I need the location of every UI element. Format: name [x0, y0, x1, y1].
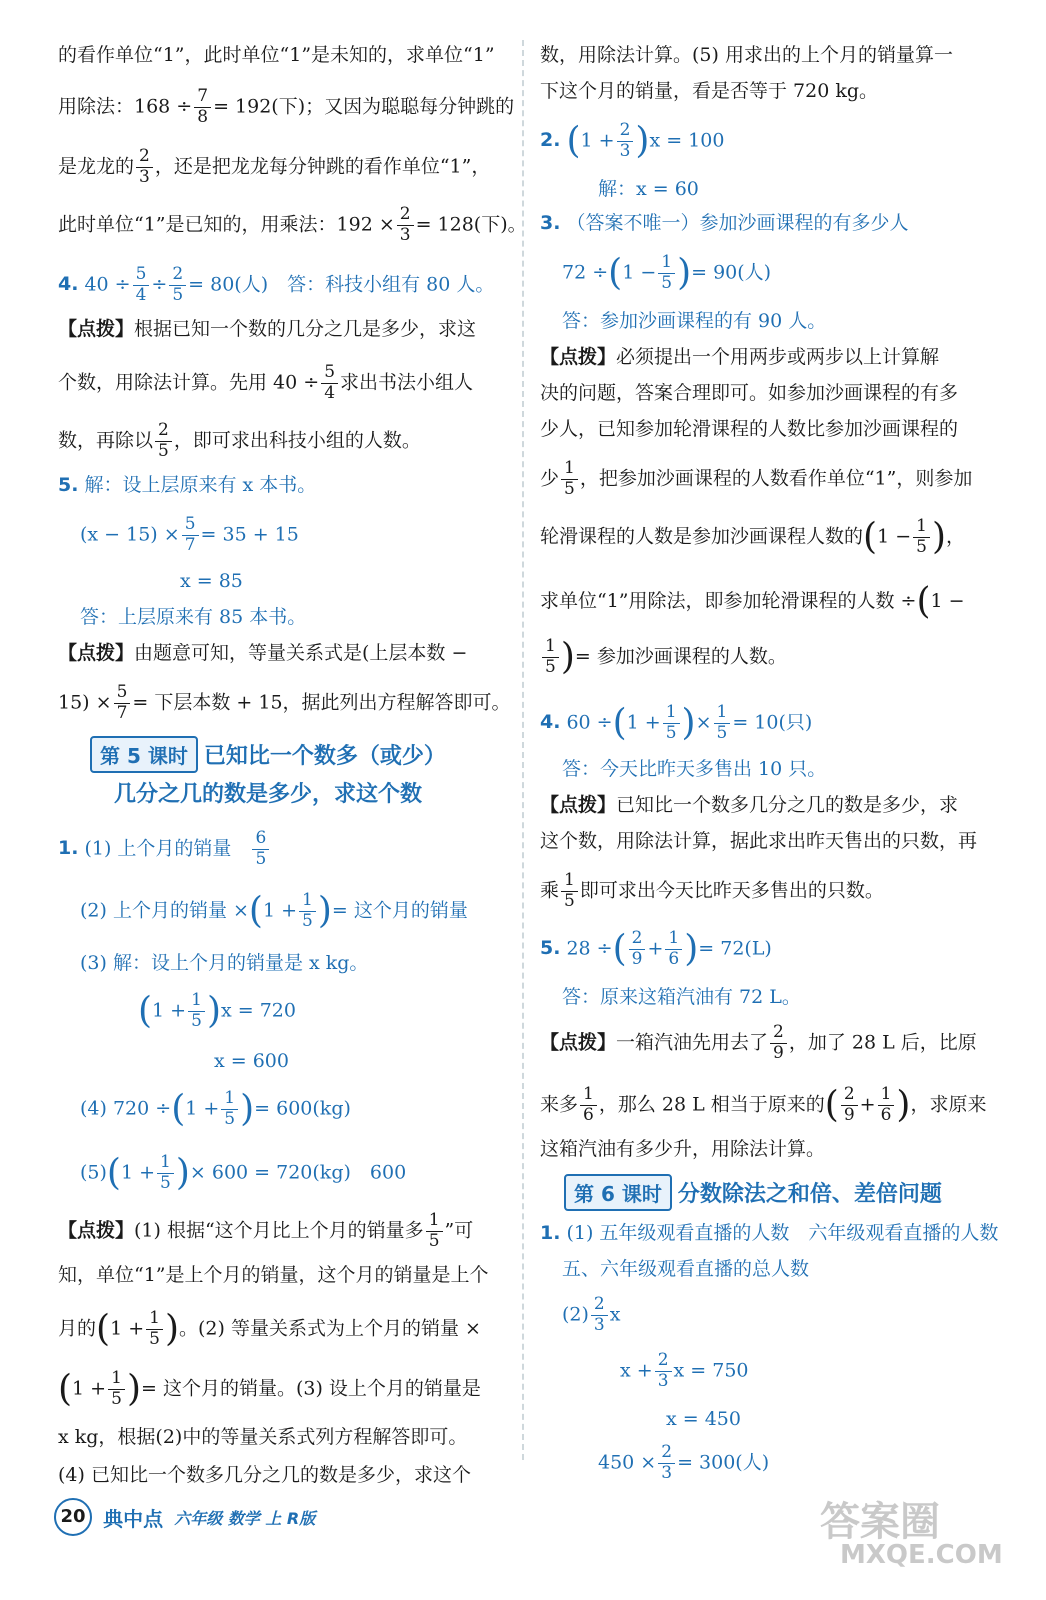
text-line: 15) × $\frac{5}{7}$ = 下层本数 + 15，据此列出方程解答即可。	[58, 682, 511, 723]
fraction: $\frac{2}{3}$	[617, 122, 634, 161]
text-line: 少 $\frac{1}{5}$ ，把参加沙画课程的人数看作单位“1”，则参加	[540, 458, 973, 499]
text-line: 个数，用除法计算。先用 40 ÷ $\frac{5}{4}$ 求出书法小组人	[58, 362, 474, 403]
fraction: $\frac{1}{5}$	[542, 638, 559, 677]
page-number: 20	[54, 1498, 92, 1536]
fraction: $\frac{2}{9}$	[770, 1024, 787, 1063]
question-4: 4. 40 ÷ $\frac{5}{4}$ ÷ $\frac{2}{5}$ = 80(人) 答：科技小组有 80 人。	[58, 264, 495, 305]
fraction: $\frac{2}{3}$	[397, 206, 414, 245]
fraction: $\frac{2}{9}$	[629, 930, 646, 969]
question-4: 4. 60 ÷(1 + $\frac{1}{5}$ )× $\frac{1}{5}$ = 10(只)	[540, 702, 813, 744]
text-line: 数，用除法计算。(5) 用求出的上个月的销量算一	[540, 44, 953, 66]
fraction: $\frac{5}{7}$	[114, 684, 131, 723]
text-line: 是龙龙的 $\frac{2}{3}$ ，还是把龙龙每分钟跳的看作单位“1”，	[58, 146, 491, 187]
text-line: 求单位“1”用除法，即参加轮滑课程的人数 ÷(1 −	[540, 581, 965, 622]
fraction: $\frac{1}{5}$	[663, 704, 680, 743]
fraction: $\frac{2}{3}$	[655, 1352, 672, 1391]
practice-1-4: (4) 720 ÷(1 + $\frac{1}{5}$ )= 600(kg)	[80, 1088, 351, 1130]
lesson-tag: 第 5 课时	[90, 736, 198, 773]
fraction: $\frac{6}{5}$	[252, 830, 269, 869]
text-line: 少人，已知参加轮滑课程的人数比参加沙画课程的	[540, 418, 959, 440]
lesson-6-heading	[564, 1174, 942, 1211]
text-line: 此时单位“1”是已知的，用乘法：192 × $\frac{2}{3}$ = 128(下)。	[58, 204, 527, 245]
text-line: 下这个月的销量，看是否等于 720 kg。	[540, 80, 879, 102]
fraction: $\frac{1}{5}$	[658, 254, 675, 293]
equation: x = 600	[214, 1050, 289, 1072]
equation: 450 × $\frac{2}{3}$ = 300(人)	[598, 1442, 770, 1483]
fraction: $\frac{1}{5}$	[188, 992, 205, 1031]
column-divider	[522, 40, 524, 1460]
practice-1-2: (2) 上个月的销量 ×(1 + $\frac{1}{5}$ )= 这个月的销量	[80, 890, 468, 932]
text-line: 决的问题，答案合理即可。如参加沙画课程的有多	[540, 382, 959, 404]
lesson-title: 已知比一个数多（或少）	[203, 744, 446, 769]
text-line: 这个数，用除法计算，据此求出昨天售出的只数，再	[540, 830, 978, 852]
text-line: 这箱汽油有多少升，用除法计算。	[540, 1138, 826, 1160]
hint-p1: 【点拨】(1) 根据“这个月比上个月的销量多 $\frac{1}{5}$ ”可	[58, 1210, 474, 1251]
text-line: 用除法：168 ÷ $\frac{7}{8}$ = 192(下)；又因为聪聪每分钟跳的	[58, 86, 515, 127]
equation: 72 ÷(1 − $\frac{1}{5}$ )= 90(人)	[562, 252, 772, 294]
hint-4: 【点拨】已知比一个数多几分之几的数是多少，求	[540, 794, 959, 816]
fraction: $\frac{1}{5}$	[108, 1370, 125, 1409]
answer: 答：上层原来有 85 本书。	[80, 606, 307, 628]
page-footer	[54, 1498, 315, 1536]
text-line: 的看作单位“1”，此时单位“1”是未知的，求单位“1”	[58, 44, 495, 66]
lesson-tag: 第 6 课时	[564, 1174, 672, 1211]
fraction: $\frac{5}{4}$	[321, 364, 338, 403]
text-line: 月的(1 + $\frac{1}{5}$ )。(2) 等量关系式为上个月的销量 ×	[58, 1308, 481, 1350]
fraction: $\frac{2}{3}$	[136, 148, 153, 187]
answer: 解：x = 60	[598, 178, 699, 200]
fraction: $\frac{1}{6}$	[878, 1086, 895, 1125]
text-line: (4) 已知比一个数多几分之几的数是多少，求这个	[58, 1464, 471, 1486]
watermark-url: MXQE.COM	[840, 1540, 1003, 1570]
fraction: $\frac{7}{8}$	[194, 88, 211, 127]
hint-4: 【点拨】根据已知一个数的几分之几是多少，求这	[58, 318, 477, 340]
equation: x + $\frac{2}{3}$ x = 750	[620, 1350, 749, 1391]
hint-5: 【点拨】一箱汽油先用去了 $\frac{2}{9}$ ，加了 28 L 后，比原	[540, 1022, 977, 1063]
fraction: $\frac{2}{5}$	[169, 266, 186, 305]
text-line: $\frac{1}{5}$ )= 参加沙画课程的人数。	[540, 638, 787, 677]
brand-logo: 典中点	[103, 1506, 164, 1531]
fraction: $\frac{1}{5}$	[221, 1090, 238, 1129]
practice-1: 1. (1) 五年级观看直播的人数 六年级观看直播的人数	[540, 1222, 999, 1244]
practice-1-5: (5)(1 + $\frac{1}{5}$ )× 600 = 720(kg) 600	[80, 1152, 407, 1194]
answer: 答：原来这箱汽油有 72 L。	[562, 986, 801, 1008]
hint-5: 【点拨】由题意可知，等量关系式是(上层本数 −	[58, 642, 468, 664]
fraction: $\frac{2}{3}$	[591, 1296, 608, 1335]
equation: (1 + $\frac{1}{5}$ )x = 720	[138, 990, 296, 1032]
lesson-5-heading	[90, 736, 446, 773]
fraction: $\frac{1}{5}$	[426, 1212, 443, 1251]
fraction: $\frac{2}{3}$	[658, 1444, 675, 1483]
watermark-logo: 答案圈	[820, 1499, 940, 1545]
question-2: 2. (1 + $\frac{2}{3}$ )x = 100	[540, 120, 725, 162]
fraction: $\frac{5}{7}$	[182, 516, 199, 555]
text-line: 五、六年级观看直播的总人数	[562, 1258, 810, 1280]
text-line: (1 + $\frac{1}{5}$ )= 这个月的销量。(3) 设上个月的销量是	[58, 1368, 481, 1410]
fraction: $\frac{2}{9}$	[841, 1086, 858, 1125]
text-line: 知，单位“1”是上个月的销量，这个月的销量是上个	[58, 1264, 489, 1286]
fraction: $\frac{2}{5}$	[155, 422, 172, 461]
hint-3: 【点拨】必须提出一个用两步或两步以上计算解	[540, 346, 940, 368]
fraction: $\frac{1}{5}$	[299, 892, 316, 931]
answer: 答：参加沙画课程的有 90 人。	[562, 310, 827, 332]
question-5: 5. 解：设上层原来有 x 本书。	[58, 474, 317, 496]
lesson-title: 分数除法之和倍、差倍问题	[677, 1182, 942, 1207]
text-line: 数，再除以 $\frac{2}{5}$ ，即可求出科技小组的人数。	[58, 420, 421, 461]
practice-1-2: (2) $\frac{2}{3}$ x	[562, 1294, 621, 1335]
equation: x = 450	[666, 1408, 741, 1430]
fraction: $\frac{1}{6}$	[580, 1086, 597, 1125]
fraction: $\frac{1}{5}$	[561, 460, 578, 499]
equation: x = 85	[180, 570, 243, 592]
fraction: $\frac{1}{5}$	[157, 1154, 174, 1193]
fraction: $\frac{1}{5}$	[561, 872, 578, 911]
fraction: $\frac{1}{5}$	[714, 704, 731, 743]
fraction: $\frac{1}{5}$	[146, 1310, 163, 1349]
text-line: 轮滑课程的人数是参加沙画课程人数的(1 − $\frac{1}{5}$ )，	[540, 516, 966, 558]
book-subtitle: 六年级 数学 上 R版	[174, 1508, 316, 1528]
lesson-5-subtitle: 几分之几的数是多少，求这个数	[114, 782, 423, 807]
question-3: 3. （答案不唯一）参加沙画课程的有多少人	[540, 212, 909, 234]
equation: (x − 15) × $\frac{5}{7}$ = 35 + 15	[80, 514, 299, 555]
practice-1: 1. (1) 上个月的销量 $\frac{6}{5}$	[58, 830, 271, 869]
text-line: x kg，根据(2)中的等量关系式列方程解答即可。	[58, 1426, 468, 1448]
practice-1-3: (3) 解：设上个月的销量是 x kg。	[80, 952, 369, 974]
text-line: 乘 $\frac{1}{5}$ 即可求出今天比昨天多售出的只数。	[540, 870, 884, 911]
fraction: $\frac{1}{6}$	[665, 930, 682, 969]
text-line: 来多 $\frac{1}{6}$ ，那么 28 L 相当于原来的( $\frac{2}{9}$ + $\frac{1}{6}$ )，求原来	[540, 1084, 987, 1126]
question-5: 5. 28 ÷( $\frac{2}{9}$ + $\frac{1}{6}$ )= 72(L)	[540, 928, 772, 970]
answer: 答：今天比昨天多售出 10 只。	[562, 758, 827, 780]
fraction: $\frac{5}{4}$	[133, 266, 150, 305]
fraction: $\frac{1}{5}$	[913, 518, 930, 557]
